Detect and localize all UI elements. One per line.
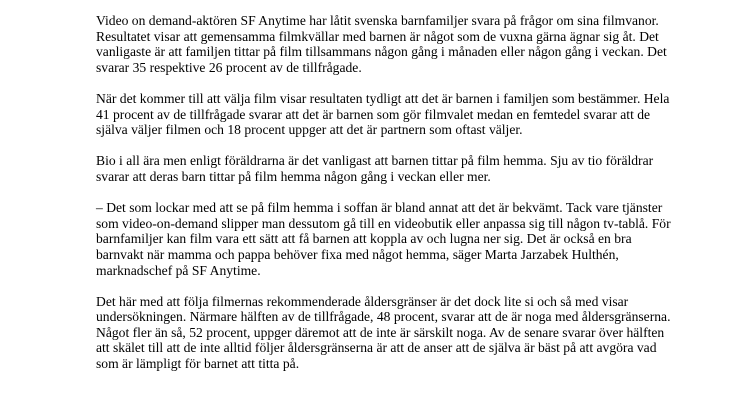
document-body — [96, 13, 671, 387]
paragraph-age-limits: Det här med att följa filmernas rekommenderade åldersgränser är det dock lite si och så med visar undersökningen. Närmare hälften av de tillfrågade, 48 procent, svarar att de är noga med åldersgränserna. Något fler än så, 52 procent, uppger däremot att de inte är särskilt noga. Av de senare svarar över hälften att skälet till att de inte alltid följer åldersgränserna är att de anser att de själva är bäst på att avgöra vad som är lämpligt för barnet att titta på. — [96, 293, 671, 372]
paragraph-film-choice: När det kommer till att välja film visar resultaten tydligt att det är barnen i familjen som bestämmer. Hela 41 procent av de tillfrågade svarar att det är barnen som gör filmvalet medan en femtedel svarar att de själva väljer filmen och 18 procent uppger att det är partnern som oftast väljer. — [96, 90, 670, 138]
paragraph-quote: – Det som lockar med att se på film hemma i soffan är bland annat att det är bekvämt. Tack vare tjänster som video-on-demand slipper man dessutom gå till en videobutik eller anpassa sig till någon tv-tablå. För barnfamiljer kan film vara ett sätt att få barnen att koppla av och lugna ner sig. Det är också en bra barnvakt när mamma och pappa behöver fixa med något hemma, säger Marta Jarzabek Hulthén, marknadschef på SF Anytime. — [96, 200, 671, 278]
paragraph-home-viewing: Bio i all ära men enligt föräldrarna är det vanligast att barnen tittar på film hemma. Sju av tio föräldrar svarar att deras barn tittar på film hemma någon gång i veckan eller mer. — [96, 153, 654, 184]
paragraph-intro: Video on demand-aktören SF Anytime har låtit svenska barnfamiljer svara på frågor om sina filmvanor. Resultatet visar att gemensamma filmkvällar med barnen är något som de vuxna gärna ägnar sig åt. Det vanligaste är att familjen tittar på film tillsammans någon gång i månaden eller någon gång i veckan. Det svarar 35 respektive 26 procent av de tillfrågade. — [96, 13, 667, 75]
